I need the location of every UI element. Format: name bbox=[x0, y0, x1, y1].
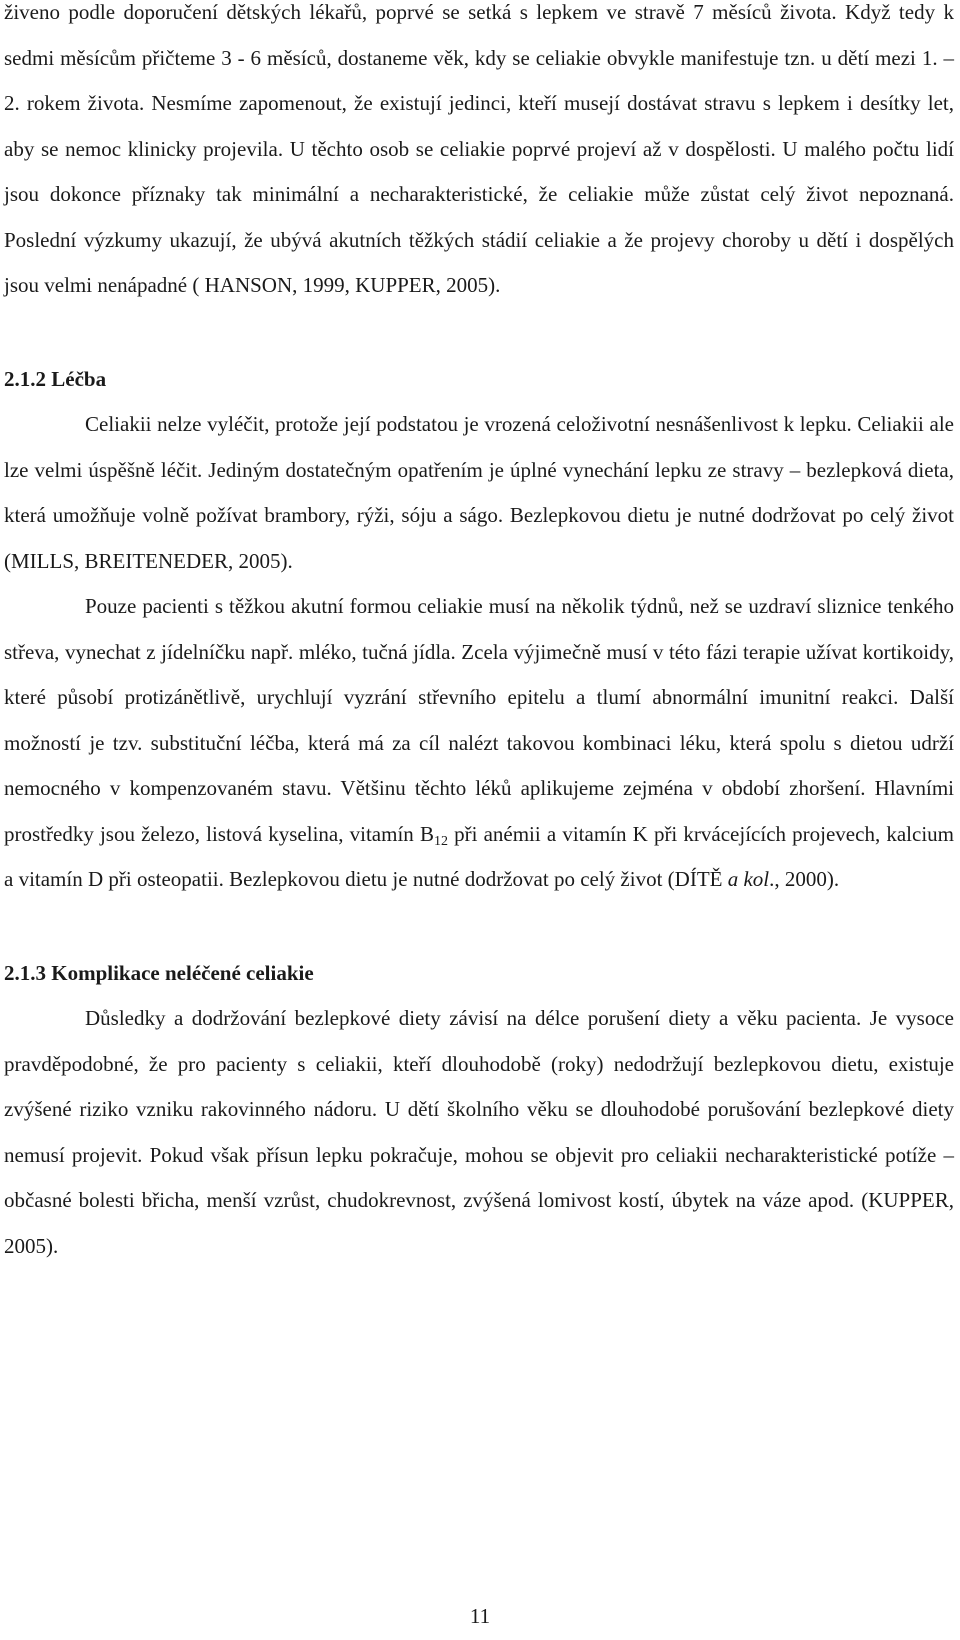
paragraph-acute-therapy-part-c: ., 2000). bbox=[769, 867, 840, 891]
paragraph-complications: Důsledky a dodržování bezlepkové diety závisí na délce porušení diety a věku pacienta. Je vysoce pravděpodobné, že pro pacienty s celiakii, kteří dlouhodobě (roky) nedodržují bezlepkovou dietu, existuje zvýšené riziko vzniku rakovinného nádoru. U dětí školního věku se dlouhodobé porušování bezlepkové diety nemusí projevit. Pokud však přísun lepku pokračuje, mohou se objevit pro celiakii necharakteristické potíže – občasné bolesti břicha, menší vzrůst, chudokrevnost, zvýšená lomivost kostí, úbytek na váze apod. (KUPPER, 2005). bbox=[4, 1006, 954, 1258]
vitamin-b12-subscript: 12 bbox=[433, 833, 448, 849]
paragraph-onset-age: živeno podle doporučení dětských lékařů, poprvé se setká s lepkem ve stravě 7 měsíců života. Když tedy k sedmi měsícům přičteme 3 - 6 měsíců, dostaneme věk, kdy se celiakie obvykle manifestuje tzn. u dětí mezi 1. – 2. rokem života. Nesmíme zapomenout, že existují jedinci, kteří musejí dostávat stravu s lepkem i desítky let, aby se nemoc klinicky projevila. U těchto osob se celiakie poprvé projeví až v dospělosti. U malého počtu lidí jsou dokonce příznaky tak minimální a necharakteristické, že celiakie může zůstat celý život nepoznaná. Poslední výzkumy ukazují, že ubývá akutních těžkých stádií celiakie a že projevy choroby u dětí i dospělých jsou velmi nenápadné ( HANSON, 1999, KUPPER, 2005). bbox=[4, 0, 954, 297]
paragraph-acute-therapy-part-a: Pouze pacienti s těžkou akutní formou celiakie musí na několik týdnů, než se uzdraví sliznice tenkého střeva, vynechat z jídelníčku např. mléko, tučná jídla. Zcela výjimečně musí v této fázi terapie užívat kortikoidy, které působí protizánětlivě, urychlují vyzrání střevního epitelu a tlumí abnormální imunitní reakci. Další možností je tzv. substituční léčba, která má za cíl nalézt takovou kombinaci léku, která spolu s dietou udrží nemocného v kompenzovaném stavu. Většinu těchto léků aplikujeme zejména v období zhoršení. Hlavními prostředky jsou železo, listová kyselina, vitamín B bbox=[4, 594, 954, 846]
section-heading-treatment: 2.1.2 Léčba bbox=[4, 366, 107, 391]
paragraph-acute-therapy-part-b: při anémii a vitamín K při krvácejících projevech, kalcium a vitamín D při osteopatii. Bezlepkovou dietu je nutné dodržovat po celý život (DÍTĚ bbox=[4, 821, 954, 891]
page-number: 11 bbox=[469, 1604, 491, 1628]
citation-et-al: a kol bbox=[727, 867, 770, 891]
section-heading-complications: 2.1.3 Komplikace neléčené celiakie bbox=[4, 960, 314, 985]
document-page bbox=[4, 0, 954, 1269]
paragraph-treatment-diet: Celiakii nelze vyléčit, protože její podstatou je vrozená celoživotní nesnášenlivost k lepku. Celiakii ale lze velmi úspěšně léčit. Jediným dostatečným opatřením je úplné vynechání lepku ze stravy – bezlepková dieta, která umožňuje volně požívat brambory, rýži, sóju a ságo. Bezlepkovou dietu je nutné dodržovat po celý život (MILLS, BREITENEDER, 2005). bbox=[4, 412, 954, 573]
paragraph-acute-therapy bbox=[4, 584, 954, 903]
